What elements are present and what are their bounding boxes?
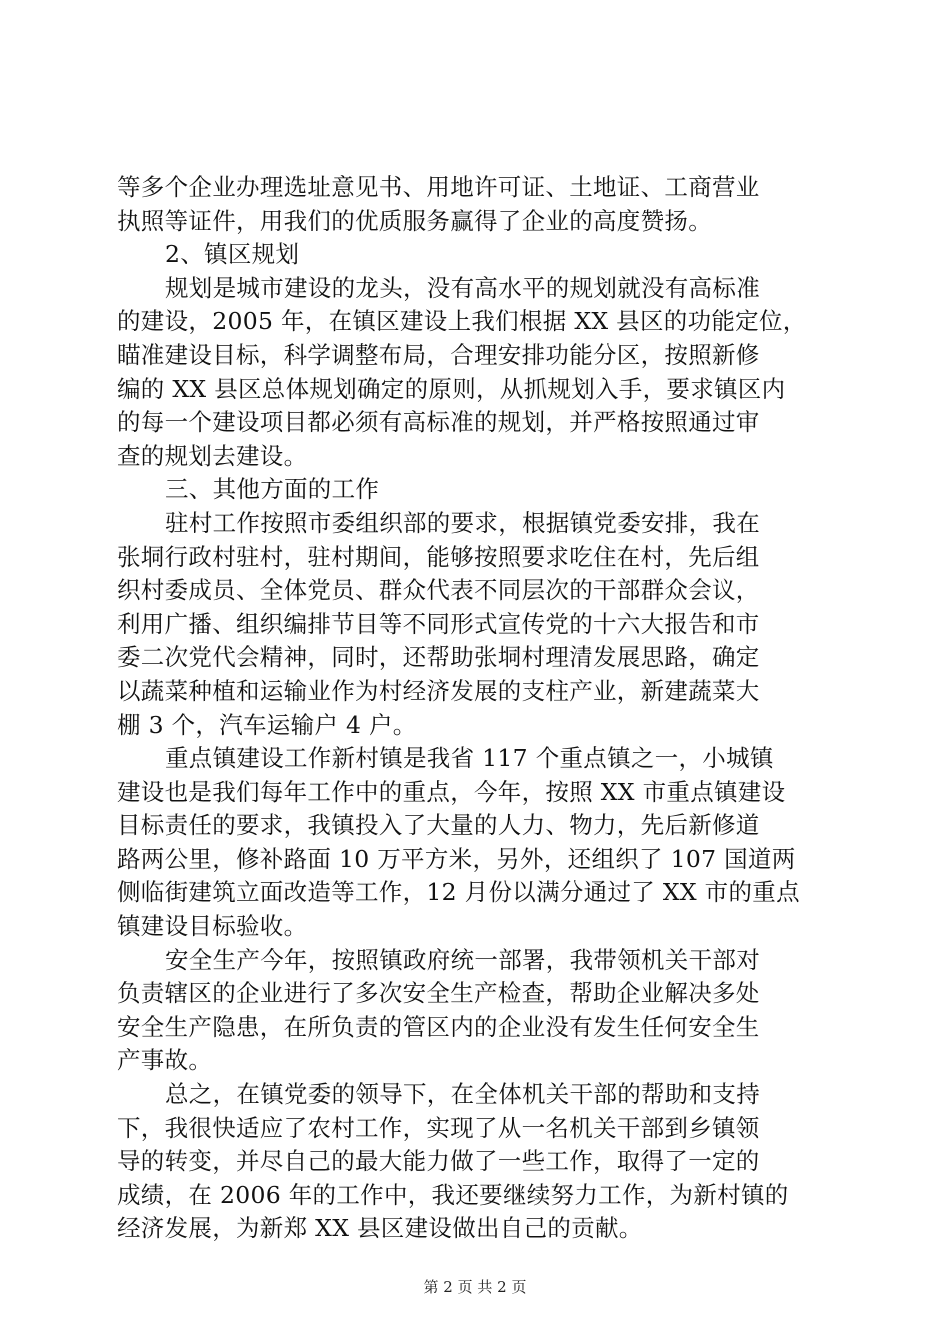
text-line: 编的 XX 县区总体规划确定的原则，从抓规划入手，要求镇区内 xyxy=(117,374,786,403)
text-line: 驻村工作按照市委组织部的要求，根据镇党委安排，我在 xyxy=(165,508,760,537)
text-line: 总之，在镇党委的领导下，在全体机关干部的帮助和支持 xyxy=(165,1080,760,1109)
text-line: 织村委成员、全体党员、群众代表不同层次的干部群众会议， xyxy=(117,576,760,605)
text-line: 镇建设目标验收。 xyxy=(117,912,308,941)
text-line: 目标责任的要求，我镇投入了大量的人力、物力，先后新修道 xyxy=(117,811,760,840)
text-line: 产事故。 xyxy=(117,1046,213,1075)
text-line: 下，我很快适应了农村工作，实现了从一名机关干部到乡镇领 xyxy=(117,1113,760,1142)
text-line: 棚 3 个，汽车运输户 4 户。 xyxy=(117,710,417,739)
text-line: 以蔬菜种植和运输业作为村经济发展的支柱产业，新建蔬菜大 xyxy=(117,676,760,705)
text-line: 的每一个建设项目都必须有高标准的规划，并严格按照通过审 xyxy=(117,408,760,437)
text-line: 规划是城市建设的龙头，没有高水平的规划就没有高标准 xyxy=(165,273,760,302)
text-line: 侧临街建筑立面改造等工作，12 月份以满分通过了 XX 市的重点 xyxy=(117,878,800,907)
text-line: 建设也是我们每年工作中的重点，今年，按照 XX 市重点镇建设 xyxy=(117,777,786,806)
text-line: 安全生产隐患，在所负责的管区内的企业没有发生任何安全生 xyxy=(117,1012,760,1041)
text-line: 经济发展，为新郑 XX 县区建设做出自己的贡献。 xyxy=(117,1214,643,1243)
page-footer: 第 2 页 共 2 页 xyxy=(423,1278,527,1296)
text-line: 路两公里，修补路面 10 万平方米，另外，还组织了 107 国道两 xyxy=(117,844,796,873)
text-line: 成绩，在 2006 年的工作中，我还要继续努力工作，为新村镇的 xyxy=(117,1180,789,1209)
text-line: 张垌行政村驻村，驻村期间，能够按照要求吃住在村，先后组 xyxy=(117,542,760,571)
text-line: 利用广播、组织编排节目等不同形式宣传党的十六大报告和市 xyxy=(117,609,760,638)
text-line: 三、其他方面的工作 xyxy=(165,475,380,504)
text-line: 等多个企业办理选址意见书、用地许可证、土地证、工商营业 xyxy=(117,173,760,201)
text-line: 导的转变，并尽自己的最大能力做了一些工作，取得了一定的 xyxy=(117,1147,760,1176)
text-line: 重点镇建设工作新村镇是我省 117 个重点镇之一，小城镇 xyxy=(165,744,774,773)
text-line: 的建设，2005 年，在镇区建设上我们根据 XX 县区的功能定位， xyxy=(117,307,807,336)
document-body xyxy=(117,171,835,1246)
text-line: 委二次党代会精神，同时，还帮助张垌村理清发展思路，确定 xyxy=(117,643,760,672)
text-line: 2、镇区规划 xyxy=(165,240,300,269)
text-line: 查的规划去建设。 xyxy=(117,441,308,470)
text-line: 安全生产今年，按照镇政府统一部署，我带领机关干部对 xyxy=(165,945,760,974)
text-line: 瞄准建设目标，科学调整布局，合理安排功能分区，按照新修 xyxy=(117,340,760,369)
text-line: 执照等证件，用我们的优质服务赢得了企业的高度赞扬。 xyxy=(117,206,712,235)
text-line: 负责辖区的企业进行了多次安全生产检查，帮助企业解决多处 xyxy=(117,979,760,1008)
